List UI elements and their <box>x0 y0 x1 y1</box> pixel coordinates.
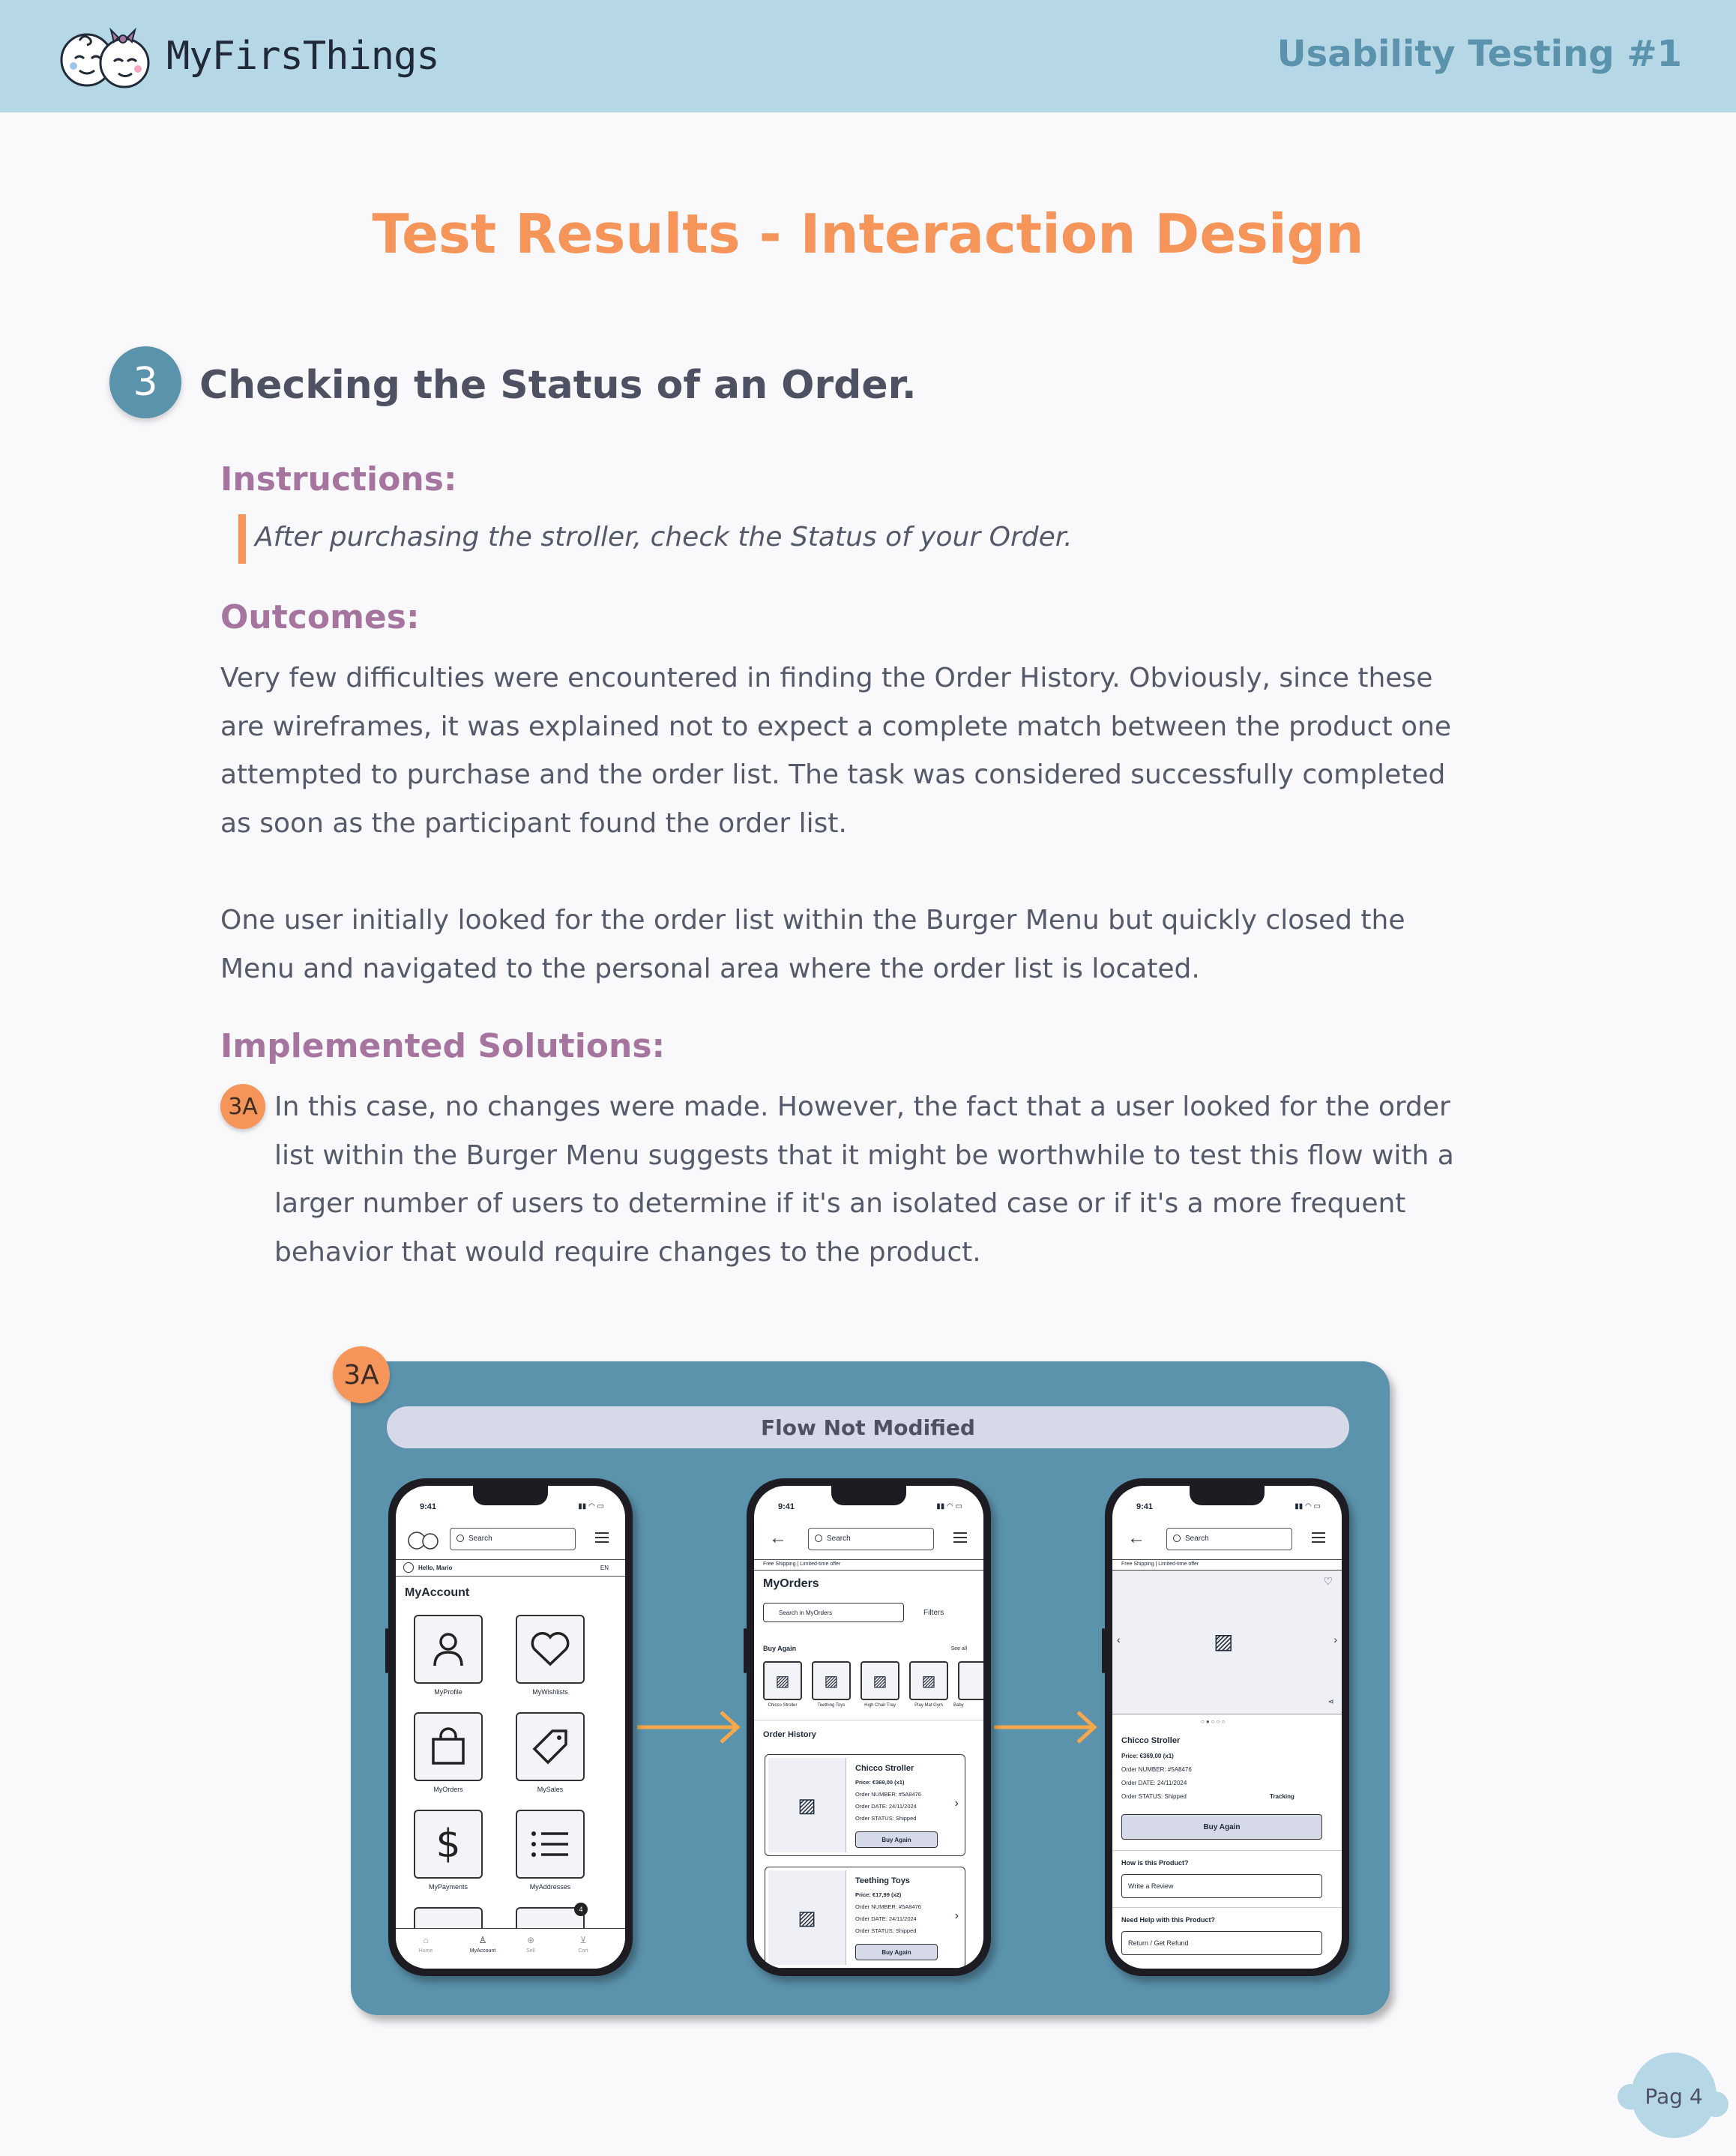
buy-again-button[interactable]: Buy Again <box>855 1831 938 1848</box>
text-line: Very few difficulties were encountered in finding the Order History. Obviously, since these <box>220 663 1433 693</box>
greeting: Hello, Mario <box>418 1565 453 1571</box>
tile-label: MyOrders <box>433 1786 463 1793</box>
order-date: Order DATE: 24/11/2024 <box>1121 1780 1187 1786</box>
mywishlists-tile[interactable] <box>516 1615 585 1684</box>
quote-bar <box>238 514 246 564</box>
baby-faces-logo-icon <box>52 21 157 91</box>
order-history-heading: Order History <box>763 1730 816 1739</box>
order-date: Order DATE: 24/11/2024 <box>855 1803 917 1810</box>
filters-button[interactable]: Filters <box>923 1609 944 1617</box>
text-line: are wireframes, it was explained not to expect a complete match between the product one <box>220 711 1452 742</box>
phone-myorders <box>747 1478 991 1976</box>
screen-title: MyAccount <box>405 1586 470 1599</box>
phone-notch <box>1190 1486 1265 1505</box>
home-icon[interactable]: ⌂ <box>423 1935 429 1945</box>
cart-icon[interactable]: ⊻ <box>579 1935 587 1945</box>
phone-notch <box>473 1486 548 1505</box>
divider <box>1112 1850 1342 1851</box>
back-arrow-icon[interactable]: ← <box>769 1528 787 1548</box>
text-line: behavior that would require changes to the product. <box>274 1236 981 1268</box>
status-time: 9:41 <box>778 1502 795 1511</box>
thumb-label: Teething Toys <box>817 1703 846 1708</box>
chevron-left-icon[interactable]: ‹ <box>1117 1633 1121 1645</box>
logo-icon <box>406 1529 441 1550</box>
see-all-link[interactable]: See all <box>950 1646 967 1651</box>
phone-notch <box>831 1486 906 1505</box>
help-question: Need Help with this Product? <box>1121 1916 1216 1924</box>
back-arrow-icon[interactable]: ← <box>1127 1528 1145 1548</box>
divider <box>396 1576 625 1577</box>
chevron-right-icon[interactable]: › <box>1333 1633 1337 1645</box>
order-image <box>768 1758 846 1852</box>
product-image-carousel[interactable] <box>1112 1571 1342 1714</box>
share-icon[interactable]: ⋖ <box>1327 1698 1334 1706</box>
chevron-right-icon[interactable]: › <box>954 1797 959 1810</box>
instructions-heading: Instructions: <box>220 460 457 499</box>
phone-order-detail <box>1105 1478 1349 1976</box>
cart-count-badge: 4 <box>574 1903 588 1916</box>
text-line: One user initially looked for the order list within the Burger Menu but quickly closed the <box>220 905 1405 936</box>
myprofile-tile[interactable] <box>414 1615 483 1684</box>
tracking-link[interactable]: Tracking <box>1270 1793 1295 1800</box>
shipping-banner: Free Shipping | Limited-time offer <box>763 1562 841 1567</box>
text-line: attempted to purchase and the order list. The task was considered successfully completed <box>220 759 1446 790</box>
tile-label: MyPayments <box>428 1883 468 1891</box>
buy-again-button[interactable]: Buy Again <box>855 1944 938 1960</box>
order-number: Order NUMBER: #5A8476 <box>855 1791 921 1798</box>
mypayments-tile[interactable] <box>414 1810 483 1879</box>
review-question: How is this Product? <box>1121 1859 1189 1867</box>
heart-icon <box>530 1631 570 1667</box>
write-review-button[interactable]: Write a Review <box>1121 1874 1322 1898</box>
section-number-badge: 3 <box>109 346 181 418</box>
carousel-dots[interactable]: ○●○○○ <box>1201 1718 1227 1725</box>
bottom-nav <box>396 1928 625 1969</box>
product-name: Chicco Stroller <box>1121 1736 1181 1745</box>
outcomes-heading: Outcomes: <box>220 598 420 636</box>
nav-home[interactable]: Home <box>418 1948 433 1954</box>
burger-menu-icon[interactable] <box>1312 1532 1325 1543</box>
status-icons: ▮▮ ◠ ▭ <box>578 1502 604 1511</box>
nav-cart[interactable]: Cart <box>578 1948 588 1954</box>
order-status: Order STATUS: Shipped <box>855 1927 917 1934</box>
order-name: Chicco Stroller <box>855 1764 914 1773</box>
product-thumb[interactable] <box>763 1661 802 1700</box>
order-date: Order DATE: 24/11/2024 <box>855 1915 917 1922</box>
phone-myaccount <box>388 1478 633 1976</box>
image-icon: ▨ <box>798 1906 816 1929</box>
tag-icon <box>531 1728 569 1765</box>
figure-badge: 3A <box>333 1346 390 1403</box>
order-price: Price: €17,99 (x2) <box>855 1891 902 1898</box>
document-title: Usability Testing #1 <box>1277 33 1682 75</box>
divider <box>754 1570 983 1571</box>
screen-title: MyOrders <box>763 1577 819 1590</box>
page-title: Test Results - Interaction Design <box>372 202 1364 265</box>
phone-screen <box>754 1486 983 1969</box>
buy-again-button[interactable]: Buy Again <box>1121 1814 1322 1840</box>
burger-menu-icon[interactable] <box>953 1532 967 1543</box>
tile-label: MyWishlists <box>532 1688 568 1696</box>
solution-badge: 3A <box>220 1084 265 1129</box>
divider <box>396 1559 625 1560</box>
outcomes-paragraph-2 <box>220 897 1525 993</box>
phone-screen <box>396 1486 625 1969</box>
tile-label: MyProfile <box>434 1688 462 1696</box>
order-image <box>768 1870 846 1965</box>
flow-arrow-icon <box>634 1705 744 1750</box>
product-thumb[interactable] <box>812 1661 851 1700</box>
section-title: Checking the Status of an Order. <box>199 363 917 408</box>
search-input[interactable]: Search <box>450 1528 576 1550</box>
buy-again-heading: Buy Again <box>763 1645 797 1652</box>
thumb-label: Baby <box>953 1703 964 1708</box>
flow-banner: Flow Not Modified <box>387 1406 1349 1448</box>
text-line: as soon as the participant found the order list. <box>220 807 847 839</box>
order-number: Order NUMBER: #5A8476 <box>1121 1766 1192 1773</box>
image-icon: ▨ <box>872 1672 887 1690</box>
product-thumb[interactable] <box>861 1661 899 1700</box>
shipping-banner: Free Shipping | Limited-time offer <box>1121 1562 1199 1567</box>
tile-label: MyAddresses <box>529 1883 571 1891</box>
thumb-label: Chicco Stroller <box>768 1703 798 1708</box>
image-icon: ▨ <box>775 1672 790 1690</box>
thumb-label: High Chair Tray <box>864 1703 896 1708</box>
shopping-bag-icon <box>430 1727 466 1766</box>
heart-icon[interactable]: ♡ <box>1323 1575 1333 1587</box>
myorders-tile[interactable] <box>414 1712 483 1781</box>
search-orders-input[interactable]: Search in MyOrders <box>763 1603 904 1622</box>
list-icon <box>531 1829 570 1859</box>
solution-paragraph <box>274 1083 1549 1277</box>
phone-screen <box>1112 1486 1342 1969</box>
order-name: Teething Toys <box>855 1876 910 1885</box>
divider <box>1112 1907 1342 1908</box>
order-status: Order STATUS: Shipped <box>855 1815 917 1822</box>
plus-icon[interactable]: ⊕ <box>526 1935 535 1945</box>
solutions-heading: Implemented Solutions: <box>220 1027 666 1065</box>
logo <box>52 21 439 91</box>
header-bar <box>0 0 1736 112</box>
language[interactable]: EN <box>600 1565 609 1571</box>
logo-text: MyFirsThings <box>166 34 439 79</box>
order-status: Order STATUS: Shipped <box>1121 1793 1187 1800</box>
outcomes-paragraph-1 <box>220 654 1525 848</box>
nav-sell[interactable]: Sell <box>526 1948 535 1954</box>
order-card[interactable] <box>765 1754 965 1856</box>
divider <box>1112 1559 1342 1560</box>
return-refund-button[interactable]: Return / Get Refund <box>1121 1931 1322 1955</box>
image-icon: ▨ <box>1214 1630 1234 1653</box>
status-time: 9:41 <box>1136 1502 1154 1511</box>
flow-arrow-icon <box>991 1705 1100 1750</box>
search-input[interactable]: Search <box>808 1528 934 1550</box>
user-icon[interactable]: ♙ <box>478 1935 487 1945</box>
thumb-label: Play Mat Gym <box>914 1703 943 1708</box>
order-price: Price: €369,00 (x1) <box>855 1779 905 1786</box>
order-card[interactable] <box>765 1867 965 1969</box>
nav-myaccount[interactable]: MyAccount <box>469 1948 496 1954</box>
chevron-right-icon[interactable]: › <box>954 1909 959 1922</box>
user-icon <box>403 1562 414 1573</box>
order-number: Order NUMBER: #5A8476 <box>855 1903 921 1910</box>
user-icon <box>432 1631 465 1667</box>
text-line: In this case, no changes were made. However, the fact that a user looked for the order <box>274 1091 1450 1122</box>
page-number: Pag 4 <box>1645 2084 1703 2109</box>
product-thumb[interactable] <box>958 1661 983 1700</box>
text-line: Menu and navigated to the personal area where the order list is located. <box>220 953 1200 984</box>
tile-label: MySales <box>537 1786 564 1793</box>
status-icons: ▮▮ ◠ ▭ <box>1295 1502 1321 1511</box>
divider <box>754 1559 983 1560</box>
text-line: list within the Burger Menu suggests that it might be worthwhile to test this flow with a <box>274 1139 1454 1171</box>
product-thumb[interactable] <box>909 1661 948 1700</box>
dollar-icon: $ <box>435 1822 461 1867</box>
mysales-tile[interactable] <box>516 1712 585 1781</box>
image-icon: ▨ <box>921 1672 936 1690</box>
myaddresses-tile[interactable] <box>516 1810 585 1879</box>
text-line: larger number of users to determine if it's an isolated case or if it's a more frequent <box>274 1188 1406 1219</box>
image-icon: ▨ <box>824 1672 839 1690</box>
search-input[interactable]: Search <box>1166 1528 1292 1550</box>
burger-menu-icon[interactable] <box>595 1532 609 1543</box>
status-icons: ▮▮ ◠ ▭ <box>936 1502 962 1511</box>
image-icon: ▨ <box>798 1793 816 1816</box>
instructions-text: After purchasing the stroller, check the Status of your Order. <box>255 522 1073 552</box>
product-price: Price: €369,00 (x1) <box>1121 1753 1174 1759</box>
status-time: 9:41 <box>420 1502 437 1511</box>
